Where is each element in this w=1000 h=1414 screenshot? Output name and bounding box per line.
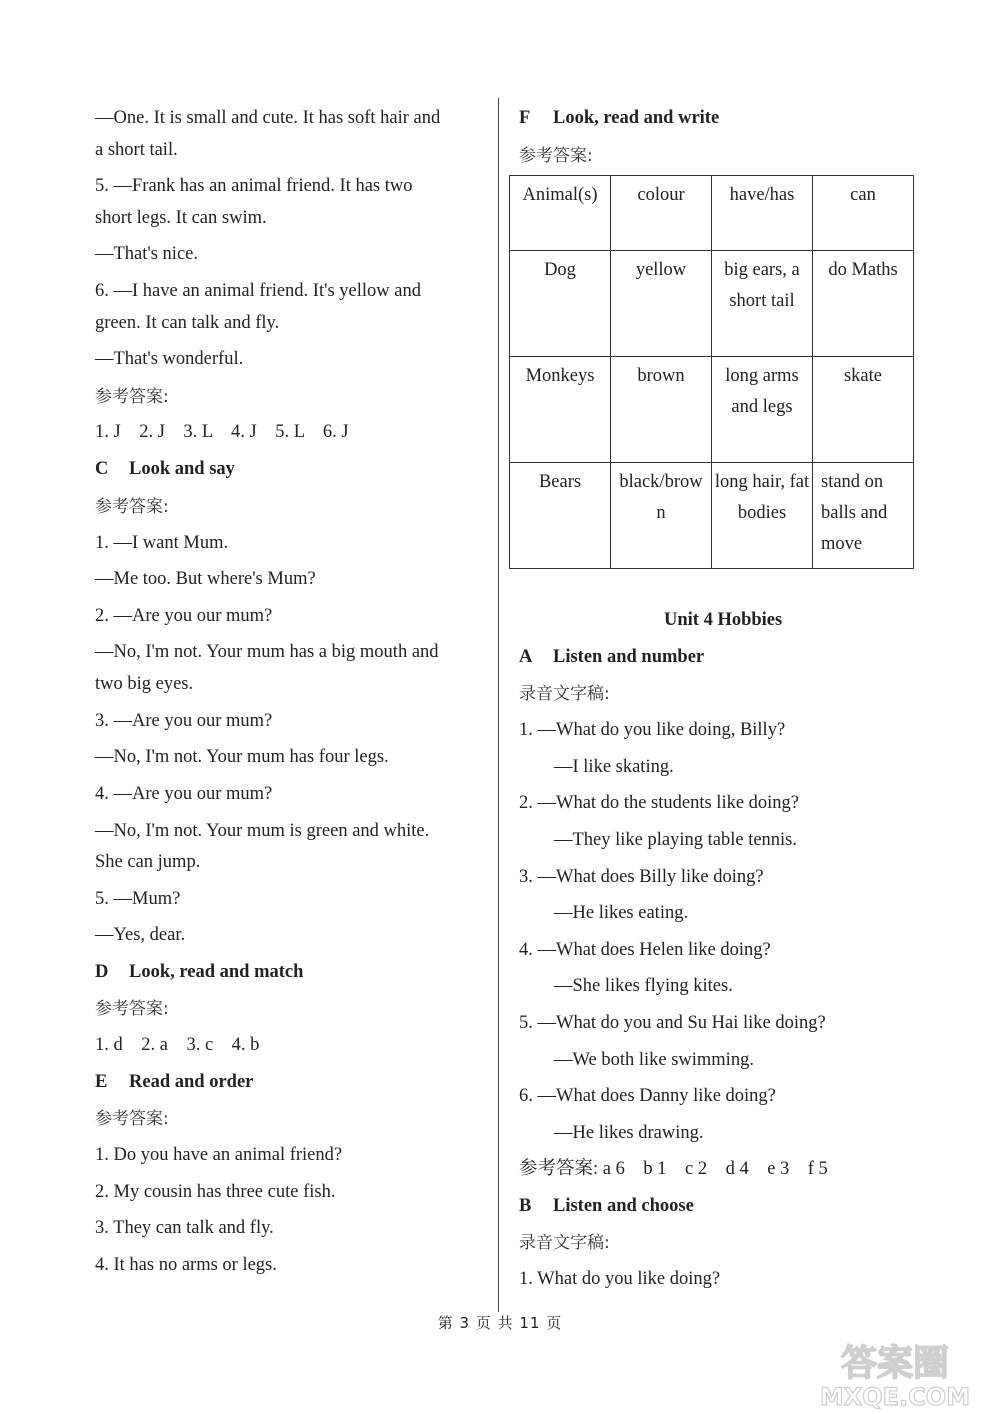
section-heading-c: [95, 457, 235, 481]
table-cell: Monkeys: [510, 357, 611, 463]
text-line: 2. —Are you our mum?: [95, 606, 273, 626]
text-line: —He likes drawing.: [554, 1123, 704, 1143]
table-row: [510, 463, 914, 569]
text-line: 5. —Mum?: [95, 889, 181, 909]
section-heading-a: [519, 645, 704, 669]
text-line: —I like skating.: [554, 757, 674, 777]
section-heading-b: [519, 1194, 694, 1218]
section-letter: B: [519, 1196, 532, 1216]
text-line: —No, I'm not. Your mum has four legs.: [95, 747, 389, 767]
table-cell: skate: [813, 357, 914, 463]
table-cell: long hair, fat bodies: [712, 463, 813, 569]
section-title: Look and say: [129, 459, 235, 479]
section-heading-f: [519, 106, 719, 130]
answer-table: [509, 175, 914, 569]
answer-label: 参考答案:: [95, 1109, 169, 1129]
table-header-cell: have/has: [712, 176, 813, 251]
table-header-cell: can: [813, 176, 914, 251]
answer-text: 参考答案: a 6 b 1 c 2 d 4 e 3 f 5: [519, 1159, 828, 1179]
column-divider: [498, 98, 499, 1312]
text-line: —He likes eating.: [554, 903, 689, 923]
table-cell: stand on balls and move: [813, 463, 914, 569]
table-cell: Dog: [510, 251, 611, 357]
text-line: two big eyes.: [95, 674, 194, 694]
section-letter: E: [95, 1072, 108, 1092]
answer-text: 1. J 2. J 3. L 4. J 5. L 6. J: [95, 422, 349, 442]
answer-text: 1. d 2. a 3. c 4. b: [95, 1035, 260, 1055]
script-label: 录音文字稿:: [519, 684, 610, 704]
table-row: [510, 357, 914, 463]
text-line: 2. My cousin has three cute fish.: [95, 1182, 336, 1202]
text-line: —Yes, dear.: [95, 925, 186, 945]
text-line: —No, I'm not. Your mum has a big mouth and: [95, 642, 439, 662]
text-line: 1. —What do you like doing, Billy?: [519, 720, 786, 740]
text-line: —We both like swimming.: [554, 1050, 754, 1070]
answer-label: 参考答案:: [95, 497, 169, 517]
section-letter: C: [95, 459, 109, 479]
text-line: 6. —I have an animal friend. It's yellow and: [95, 281, 421, 301]
table-cell: brown: [611, 357, 712, 463]
section-title: Listen and choose: [553, 1196, 694, 1216]
text-line: 1. Do you have an animal friend?: [95, 1145, 343, 1165]
text-line: —She likes flying kites.: [554, 976, 733, 996]
text-line: —One. It is small and cute. It has soft hair and: [95, 108, 441, 128]
text-line: green. It can talk and fly.: [95, 313, 280, 333]
answer-label: 参考答案:: [95, 999, 169, 1019]
table-cell: big ears, a short tail: [712, 251, 813, 357]
answer-label: 参考答案:: [519, 146, 593, 166]
answer-label: 参考答案:: [95, 387, 169, 407]
table-cell: Bears: [510, 463, 611, 569]
table-header-row: [510, 176, 914, 251]
watermark-logo: [810, 1335, 980, 1410]
table-cell: do Maths: [813, 251, 914, 357]
text-line: 6. —What does Danny like doing?: [519, 1086, 776, 1106]
table-cell: yellow: [611, 251, 712, 357]
section-letter: D: [95, 962, 109, 982]
section-letter: A: [519, 647, 533, 667]
section-heading-e: [95, 1070, 253, 1094]
table-row: [510, 251, 914, 357]
watermark-text: MXQE.COM: [819, 1383, 971, 1410]
text-line: —They like playing table tennis.: [554, 830, 798, 850]
watermark-text: 答案圈: [840, 1343, 950, 1384]
text-line: 3. —Are you our mum?: [95, 711, 273, 731]
text-line: 3. —What does Billy like doing?: [519, 867, 764, 887]
page-footer: 第 3 页 共 11 页: [437, 1314, 563, 1332]
text-line: 1. What do you like doing?: [519, 1269, 721, 1289]
table-header-cell: Animal(s): [510, 176, 611, 251]
text-line: —Me too. But where's Mum?: [95, 569, 316, 589]
text-line: —That's nice.: [95, 244, 198, 264]
script-label: 录音文字稿:: [519, 1233, 610, 1253]
text-line: —No, I'm not. Your mum is green and white.: [95, 821, 430, 841]
section-title: Read and order: [129, 1072, 254, 1092]
text-line: 1. —I want Mum.: [95, 533, 229, 553]
table-cell: black/brown: [611, 463, 712, 569]
text-line: —That's wonderful.: [95, 349, 244, 369]
table-cell: long arms and legs: [712, 357, 813, 463]
text-line: 4. —What does Helen like doing?: [519, 940, 771, 960]
table-header-cell: colour: [611, 176, 712, 251]
text-line: 4. It has no arms or legs.: [95, 1255, 277, 1275]
text-line: 5. —What do you and Su Hai like doing?: [519, 1013, 826, 1033]
text-line: a short tail.: [95, 140, 178, 160]
text-line: 4. —Are you our mum?: [95, 784, 273, 804]
unit-title: Unit 4 Hobbies: [664, 610, 783, 630]
section-heading-d: [95, 960, 303, 984]
section-letter: F: [519, 108, 531, 128]
section-title: Look, read and match: [129, 962, 304, 982]
text-line: short legs. It can swim.: [95, 208, 267, 228]
section-title: Listen and number: [553, 647, 705, 667]
section-title: Look, read and write: [553, 108, 720, 128]
text-line: 5. —Frank has an animal friend. It has two: [95, 176, 413, 196]
text-line: 2. —What do the students like doing?: [519, 793, 800, 813]
text-line: 3. They can talk and fly.: [95, 1218, 274, 1238]
text-line: She can jump.: [95, 852, 201, 872]
